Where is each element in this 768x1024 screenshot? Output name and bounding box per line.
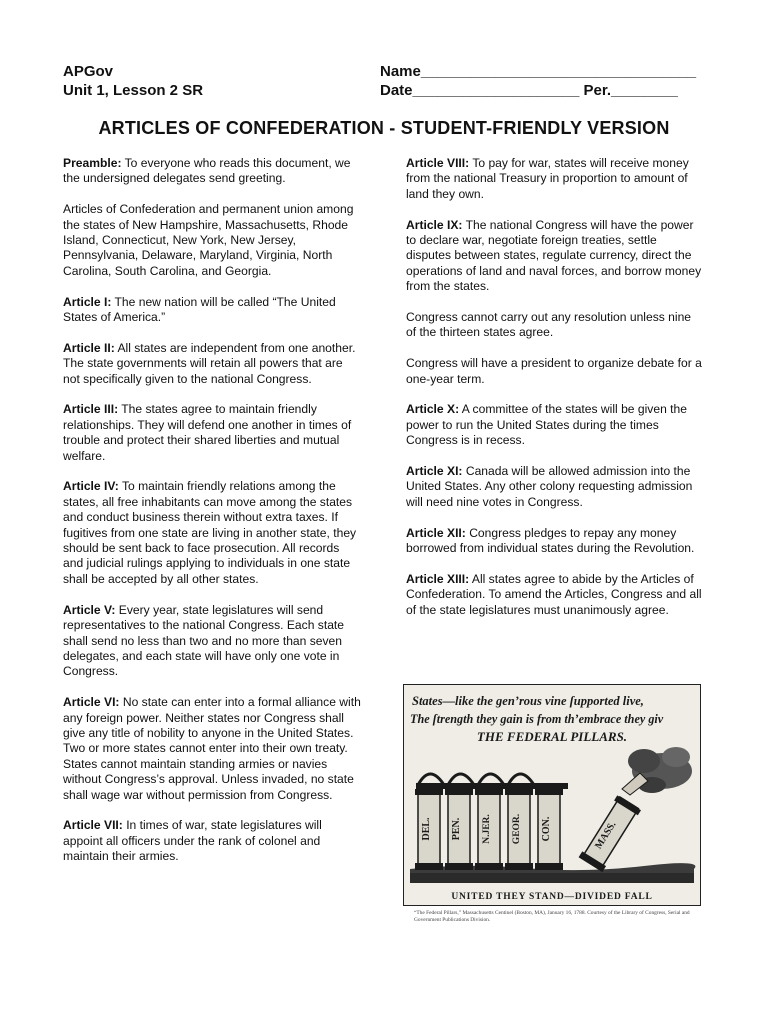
pillar-label: DEL. (421, 817, 432, 841)
paragraph-text: A committee of the states will be given the power to run the United States during the times Congress is in recess. (406, 402, 687, 448)
paragraph-label: Article XIII: (406, 571, 470, 586)
engraving-motto: UNITED THEY STAND—DIVIDED FALL (451, 892, 653, 902)
paragraph-label: Article VII: (63, 818, 123, 833)
paragraph-label: Article IX: (406, 217, 463, 232)
federal-pillars-engraving (403, 684, 701, 906)
paragraph-label: Article XI: (406, 464, 463, 479)
right-column (406, 156, 704, 633)
pillar-2 (445, 789, 473, 870)
preamble-paragraph (63, 156, 361, 187)
paragraph-text: To pay for war, states will receive money from the national Treasury in proportion to amount of land they own. (406, 156, 689, 201)
paragraph-label: Article VIII: (406, 156, 470, 170)
article-8-paragraph (406, 156, 704, 202)
paragraph-label: Article X: (406, 402, 460, 417)
paragraph-text: The new nation will be called “The United States of America.” (63, 294, 336, 325)
pillar-3 (475, 789, 503, 870)
paragraph-text: All states are independent from one another. The state governments will retain all powers that are not specifically given to the national Congress. (63, 340, 356, 386)
article-5-paragraph (63, 603, 361, 680)
date-field[interactable]: Date____________________ (380, 82, 580, 99)
paragraph-label: Article I: (63, 294, 112, 309)
verse-line-2: The ſtrength they gain is from th’embrace they giv (410, 712, 664, 726)
article-6-paragraph (63, 695, 361, 803)
article-2-paragraph (63, 341, 361, 387)
union-paragraph (63, 202, 361, 279)
article-13-paragraph (406, 572, 704, 618)
paragraph-text: In times of war, state legislatures will appoint all officers under the rank of colonel and maintain their armies. (63, 818, 322, 864)
name-field[interactable]: Name_________________________________ (380, 63, 697, 80)
paragraph-label: Article III: (63, 402, 119, 417)
course-name: APGov (63, 63, 114, 80)
paragraph-text: To maintain friendly relations among the states, all free inhabitants can move among the states and conduct business therein without extra taxes. If fugitives from one state are living in another state, they should be sent back to face prosecution. All records and judicial rulings applying to individuals in one state shall be accepted by all other states. (63, 479, 357, 586)
student-info-fields (380, 62, 696, 100)
date-period-row (380, 81, 696, 100)
article-10-paragraph (406, 402, 704, 448)
pillar-label: GEOR. (512, 813, 522, 845)
pillar-1 (415, 789, 443, 870)
engraving-heading: THE FEDERAL PILLARS. (476, 729, 628, 744)
paragraph-text: Congress pledges to repay any money borrowed from individual states during the Revolution. (406, 525, 695, 556)
paragraph-label: Article V: (63, 602, 116, 617)
article-9-paragraph (406, 218, 704, 295)
paragraph-label: Preamble: (63, 156, 122, 170)
paragraph-label: Article XII: (406, 525, 466, 540)
paragraph-text: Every year, state legislatures will send representatives to the national Congress. Each state shall send no less than two and no more than seven delegates, and each state will have only one vote in Congress. (63, 602, 345, 679)
arch-lintel (416, 783, 568, 789)
pillar-4 (505, 789, 533, 870)
paragraph-text: All states agree to abide by the Articles of Confederation. To amend the Articles, Congress and all of the state legislatures must unanimously agree. (406, 571, 702, 617)
pillar-label: CON. (541, 816, 552, 842)
course-header (63, 62, 203, 100)
engraving-svg (404, 685, 700, 905)
president-paragraph (406, 356, 704, 387)
paragraph-label: Article II: (63, 340, 115, 355)
image-caption: “The Federal Pillars,” Massachusetts Centinel (Boston, MA), January 16, 1788. Courtesy of the Library of Congress, Serial and Government Publications Division. (414, 910, 690, 923)
pillar-label: PEN. (451, 817, 462, 841)
paragraph-text: Articles of Confederation and permanent union among the states of New Hampshire, Massachusetts, Rhode Island, Connecticut, New York, New Jersey, Pennsylvania, Delaware, Maryland, Virginia, North Carolina, South Carolina, and Georgia. (63, 202, 354, 278)
pillar-5 (535, 789, 563, 870)
cloud-hand (622, 747, 692, 795)
paragraph-label: Article IV: (63, 479, 119, 494)
verse-line-1: States—like the gen’rous vine ſupported live, (412, 694, 644, 708)
lesson-name: Unit 1, Lesson 2 SR (63, 82, 204, 99)
pillar-label: N.JER. (482, 814, 492, 844)
article-11-paragraph (406, 464, 704, 510)
article-1-paragraph (63, 295, 361, 326)
document-title: ARTICLES OF CONFEDERATION - STUDENT-FRIENDLY VERSION (98, 118, 670, 138)
article-7-paragraph (63, 818, 361, 864)
paragraph-text: The national Congress will have the power to declare war, negotiate foreign treaties, settle disputes between states, regulate currency, direct the operations of land and naval forces, and borrow money from the states. (406, 217, 702, 294)
article-3-paragraph (63, 402, 361, 464)
left-column (63, 156, 361, 880)
paragraph-text: The states agree to maintain friendly relationships. They will defend one another in times of trouble and protect their shared liberties and mutual welfare. (63, 402, 352, 463)
article-4-paragraph (63, 479, 361, 587)
period-field[interactable]: Per.________ (583, 82, 678, 99)
paragraph-label: Article VI: (63, 695, 120, 710)
paragraph-text: Canada will be allowed admission into the United States. Any other colony requesting admission will need nine votes in Congress. (406, 464, 693, 509)
falling-pillar (579, 795, 641, 872)
falling-pillar-label: MASS. (593, 819, 619, 852)
paragraph-text: Congress will have a president to organize debate for a one-year term. (406, 356, 702, 386)
nine-states-paragraph (406, 310, 704, 341)
paragraph-text: To everyone who reads this document, we the undersigned delegates send greeting. (63, 156, 351, 186)
paragraph-text: No state can enter into a formal alliance with any foreign power. Neither states nor Congress shall give any title of nobility to anyone in the United States. Two or more states cannot enter into their own treaty. States cannot maintain standing armies or navies without Congress’s approval. Unless invaded, no state shall wage war without permission from Congress. (63, 695, 361, 802)
paragraph-text: Congress cannot carry out any resolution unless nine of the thirteen states agree. (406, 310, 692, 340)
article-12-paragraph (406, 526, 704, 557)
